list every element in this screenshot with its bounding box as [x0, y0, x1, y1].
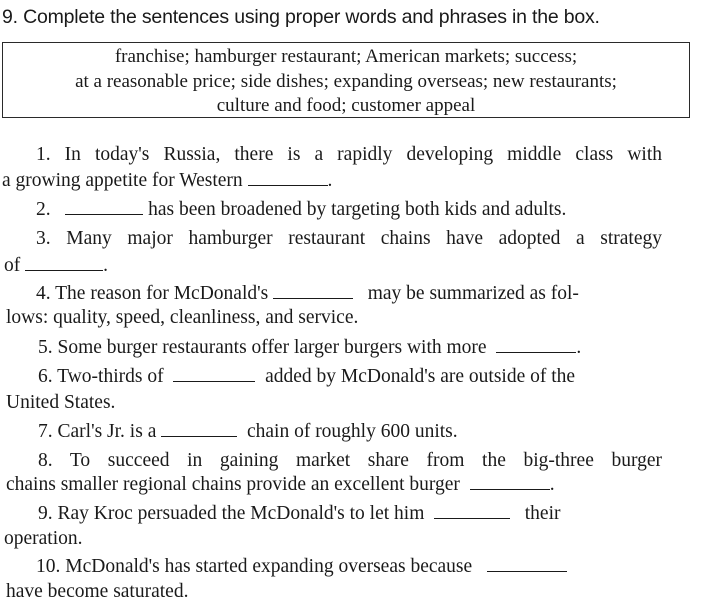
sentence-9-line-2: operation. — [4, 528, 83, 549]
sentence-3-end: . — [103, 255, 108, 276]
sentence-7-blank[interactable] — [161, 435, 237, 437]
sentence-7 — [38, 421, 458, 443]
sentence-3-line-1: 3. Many major hamburger restaurant chains have adopted a strategy — [36, 228, 662, 249]
sentence-9-text-b: their — [524, 503, 561, 524]
sentence-9-blank[interactable] — [434, 517, 510, 519]
sentence-10-line-2: have become saturated. — [6, 581, 189, 602]
sentence-8-text: chains smaller regional chains provide an excellent burger — [6, 474, 460, 495]
sentence-3-line-2 — [4, 255, 108, 277]
sentence-6-text-b: added by McDonald's are outside of the — [265, 366, 576, 387]
sentence-7-text-a: 7. Carl's Jr. is a — [38, 421, 157, 442]
sentence-8-blank[interactable] — [470, 488, 550, 490]
sentence-2 — [36, 199, 566, 221]
sentence-8-line-1: 8. To succeed in gaining market share from the big-three burger — [38, 450, 662, 471]
sentence-5-blank[interactable] — [496, 351, 576, 353]
sentence-1-end: . — [327, 170, 333, 191]
sentence-8-line-2 — [6, 474, 555, 496]
sentence-6-text-a: 6. Two-thirds of — [38, 366, 164, 387]
sentence-4-blank[interactable] — [273, 297, 353, 299]
sentence-5 — [38, 337, 581, 359]
sentence-8-end: . — [549, 474, 555, 495]
word-box-line-1: franchise; hamburger restaurant; American markets; success; — [114, 46, 578, 67]
sentence-1-line-1: 1. In today's Russia, there is a rapidly developing middle class with — [36, 144, 662, 165]
sentence-10-blank[interactable] — [487, 570, 567, 572]
sentence-6-blank[interactable] — [173, 380, 255, 382]
sentence-9-text-a: 9. Ray Kroc persuaded the McDonald's to let him — [38, 503, 425, 524]
word-box — [2, 42, 690, 118]
sentence-6-line-2: United States. — [6, 392, 116, 413]
word-box-line-2: at a reasonable price; side dishes; expanding overseas; new restaurants; — [75, 70, 617, 92]
sentence-1-text: a growing appetite for Western — [2, 170, 243, 191]
sentence-3-blank[interactable] — [25, 269, 103, 271]
sentence-6-line-1 — [38, 366, 575, 388]
sentence-10-text: 10. McDonald's has started expanding overseas because — [36, 556, 473, 577]
sentence-9-line-1 — [38, 503, 561, 525]
sentence-2-blank[interactable] — [65, 213, 143, 215]
sentence-2-number: 2. — [36, 199, 51, 220]
sentence-3-text: of — [4, 255, 21, 276]
sentence-4-line-2: lows: quality, speed, cleanliness, and service. — [6, 307, 359, 328]
sentence-7-text-b: chain of roughly 600 units. — [246, 421, 458, 442]
sentence-10-line-1 — [36, 556, 567, 578]
sentence-5-end: . — [576, 337, 582, 358]
sentence-1-line-2 — [2, 170, 332, 192]
sentence-1-blank[interactable] — [248, 184, 328, 186]
sentence-5-text: 5. Some burger restaurants offer larger burgers with more — [38, 337, 487, 358]
sentence-2-text: has been broadened by targeting both kids and adults. — [148, 199, 567, 220]
exercise-heading: 9. Complete the sentences using proper words and phrases in the box. — [2, 6, 600, 28]
sentence-4-line-1 — [36, 283, 579, 305]
word-box-line-3: culture and food; customer appeal — [216, 95, 476, 116]
sentence-4-text-a: 4. The reason for McDonald's — [36, 283, 269, 304]
sentence-4-text-b: may be summarized as fol- — [367, 283, 579, 304]
